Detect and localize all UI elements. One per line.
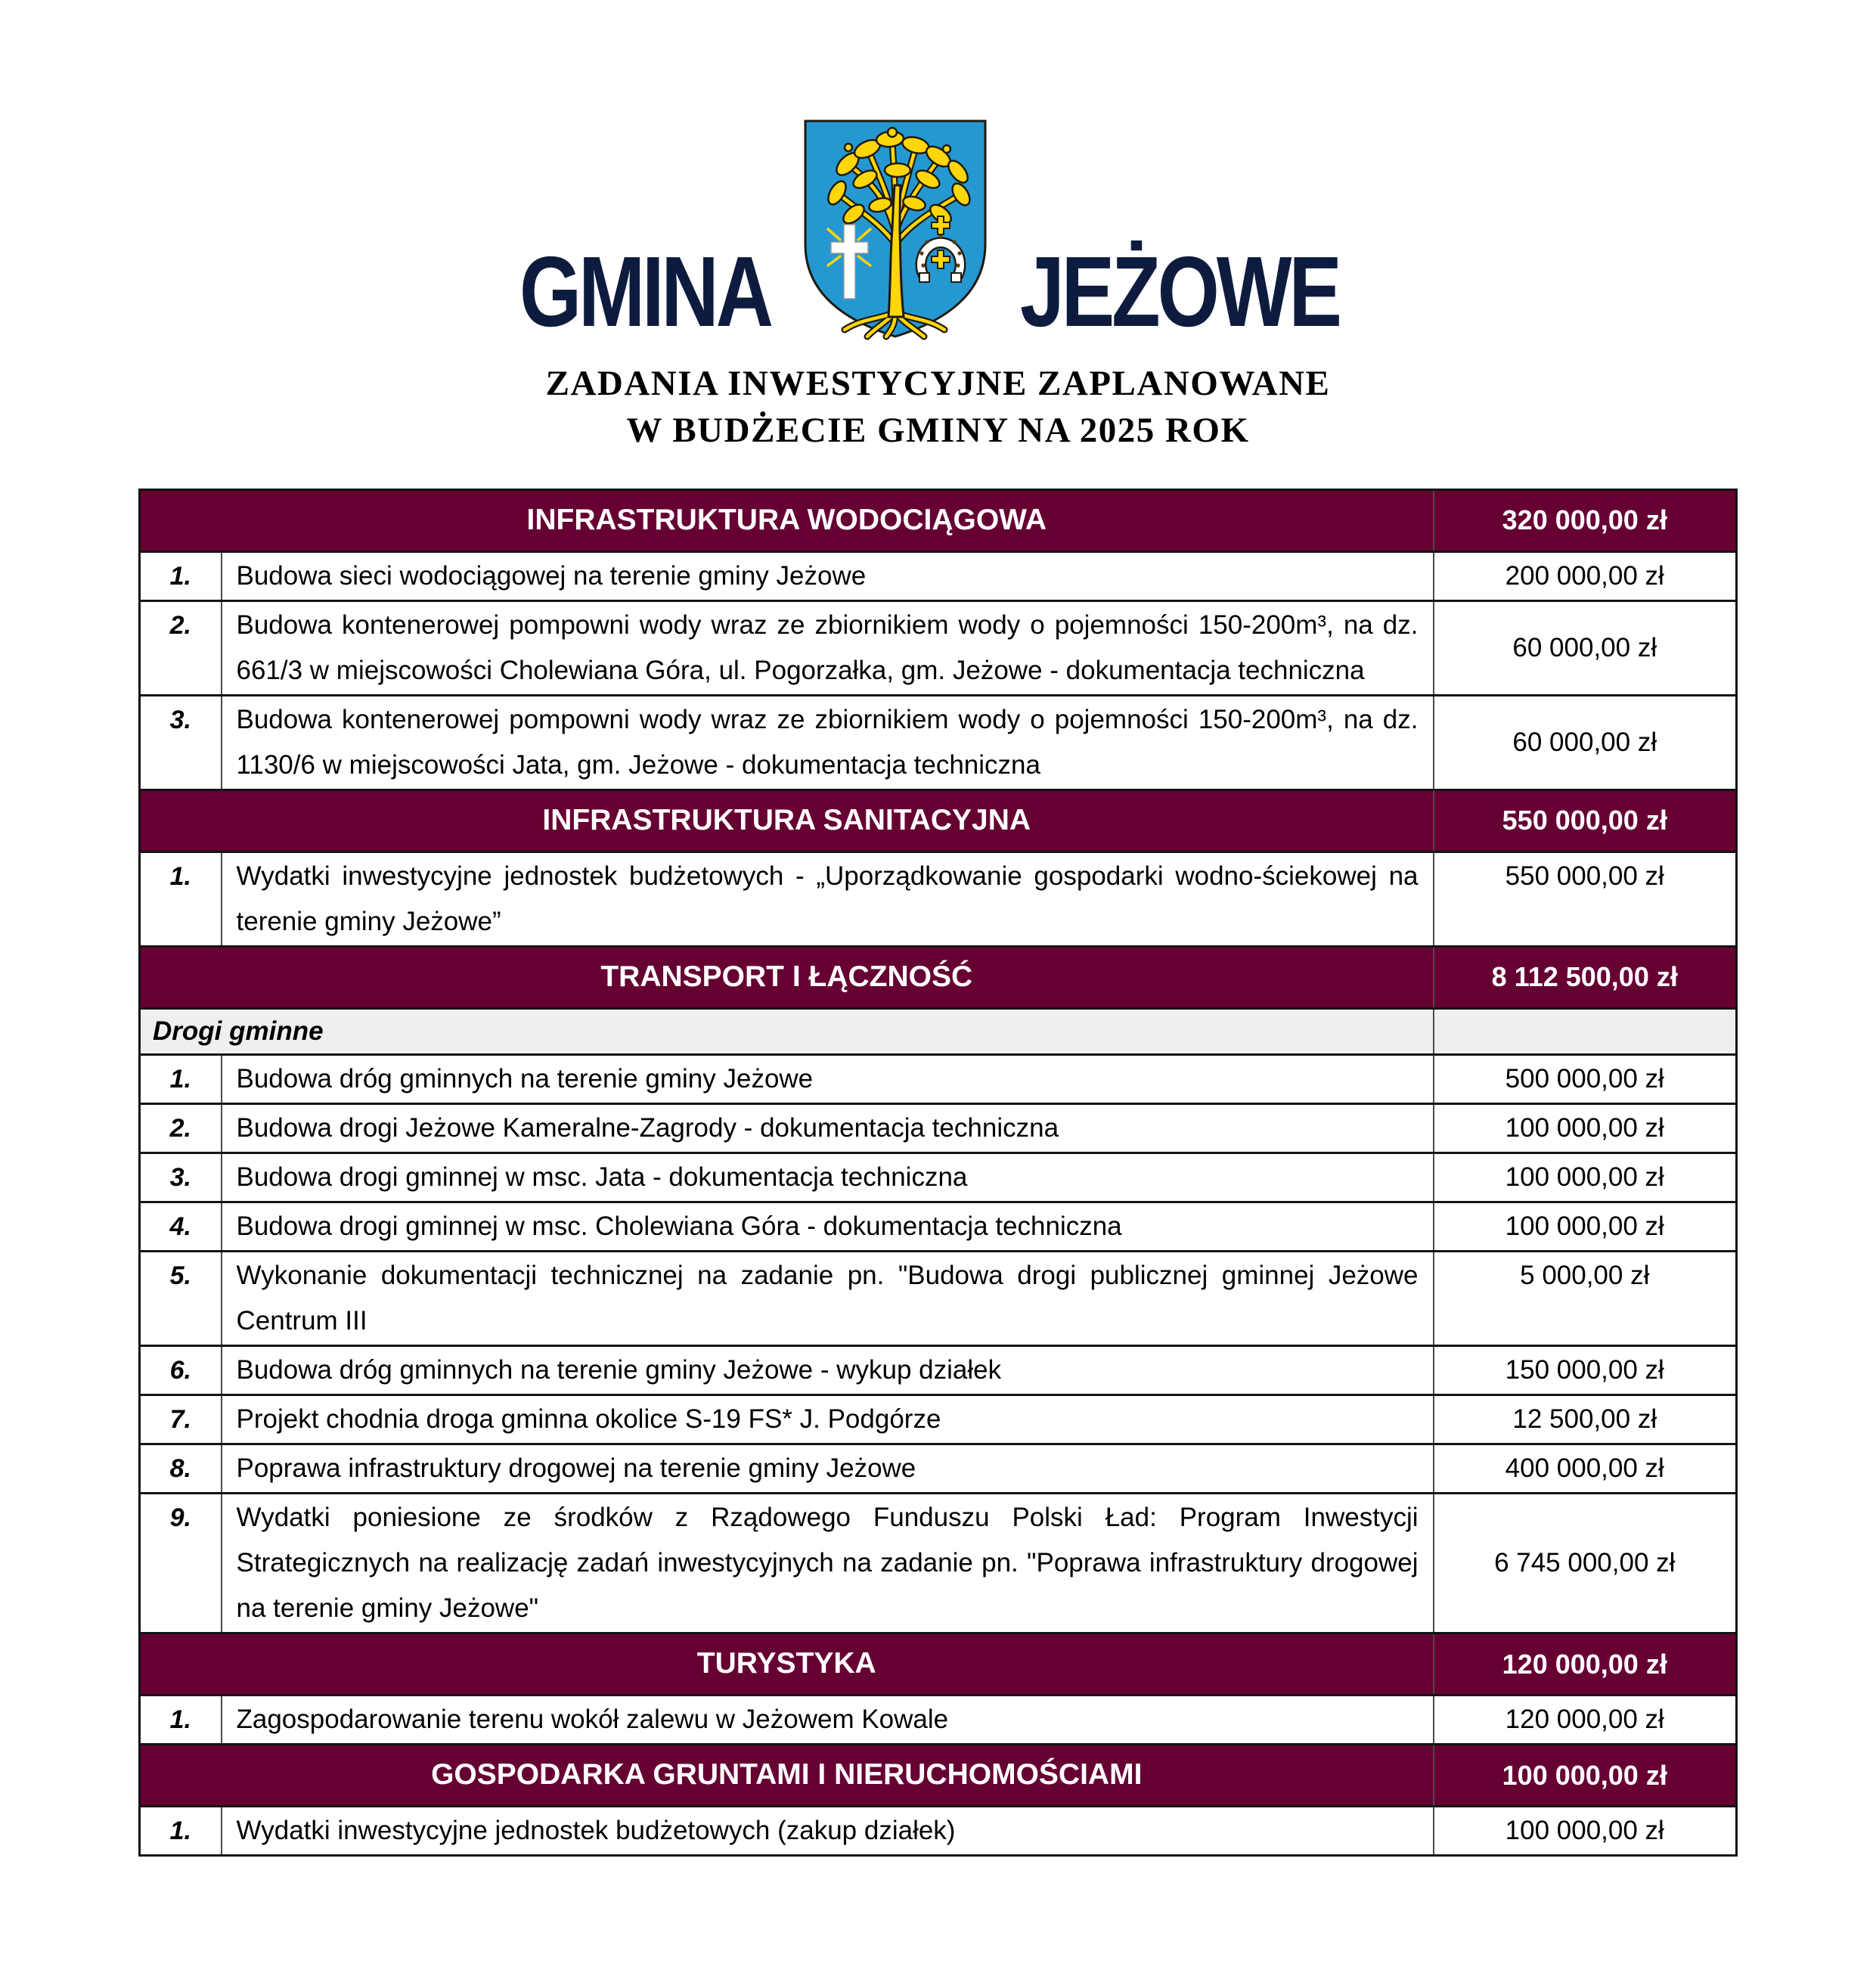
item-number: 6. [140,1346,222,1395]
section-row [140,946,1737,1008]
section-row [140,790,1737,852]
item-row [140,695,1737,790]
item-amount: 5 000,00 zł [1434,1252,1737,1346]
item-amount: 120 000,00 zł [1434,1695,1737,1745]
item-amount: 100 000,00 zł [1434,1807,1737,1856]
item-amount: 60 000,00 zł [1434,600,1737,695]
item-amount: 12 500,00 zł [1434,1395,1737,1444]
item-amount: 400 000,00 zł [1434,1444,1737,1494]
item-row [140,1202,1737,1252]
item-amount: 550 000,00 zł [1434,852,1737,946]
item-description: Budowa sieci wodociągowej na terenie gminy Jeżowe [222,551,1434,600]
budget-table [138,489,1738,1857]
logo-text-gmina: GMINA [519,235,771,347]
item-row [140,1695,1737,1745]
item-number: 2. [140,600,222,695]
municipality-logo [0,44,1876,347]
page-title [0,360,1876,454]
item-description: Wykonanie dokumentacji technicznej na zadanie pn. "Budowa drogi publicznej gminnej Jeżowe Centrum III [222,1252,1434,1346]
item-row [140,1252,1737,1346]
item-amount: 100 000,00 zł [1434,1104,1737,1153]
item-row [140,1346,1737,1395]
section-row [140,1745,1737,1807]
item-description: Projekt chodnia droga gminna okolice S-19 FS* J. Podgórze [222,1395,1434,1444]
item-amount: 200 000,00 zł [1434,551,1737,600]
item-row [140,551,1737,600]
subsection-row [140,1008,1737,1055]
item-row [140,1395,1737,1444]
logo-text-jezowe: JEŻOWE [1020,235,1340,347]
section-title: INFRASTRUKTURA SANITACYJNA [140,790,1434,852]
item-description: Budowa dróg gminnych na terenie gminy Jeżowe - wykup działek [222,1346,1434,1395]
item-description: Budowa drogi gminnej w msc. Jata - dokumentacja techniczna [222,1153,1434,1202]
page-title-line2: W BUDŻECIE GMINY NA 2025 ROK [626,411,1250,451]
section-amount: 550 000,00 zł [1434,790,1737,852]
item-row [140,1807,1737,1856]
item-amount: 150 000,00 zł [1434,1346,1737,1395]
item-description: Zagospodarowanie terenu wokół zalewu w Jeżowem Kowale [222,1695,1434,1745]
section-amount: 320 000,00 zł [1434,490,1737,552]
item-amount: 100 000,00 zł [1434,1202,1737,1252]
section-title: TRANSPORT I ŁĄCZNOŚĆ [140,946,1434,1008]
item-row [140,1104,1737,1153]
item-number: 1. [140,1807,222,1856]
section-amount: 100 000,00 zł [1434,1745,1737,1807]
item-row [140,852,1737,946]
item-number: 5. [140,1252,222,1346]
item-row [140,1494,1737,1633]
item-description: Budowa dróg gminnych na terenie gminy Jeżowe [222,1055,1434,1104]
item-row [140,1444,1737,1494]
page-title-line1: ZADANIA INWESTYCYJNE ZAPLANOWANE [545,364,1331,403]
item-description: Budowa drogi gminnej w msc. Cholewiana Góra - dokumentacja techniczna [222,1202,1434,1252]
item-number: 3. [140,1153,222,1202]
item-number: 7. [140,1395,222,1444]
section-amount: 120 000,00 zł [1434,1633,1737,1695]
item-description: Budowa drogi Jeżowe Kameralne-Zagrody - dokumentacja techniczna [222,1104,1434,1153]
section-title: TURYSTYKA [140,1633,1434,1695]
item-description: Wydatki poniesione ze środków z Rządowego Funduszu Polski Ład: Program Inwestycji Strategicznych na realizację zadań inwestycyjnych na zadanie pn. "Poprawa infrastruktury drogowej na terenie gminy Jeżowe" [222,1494,1434,1633]
coat-of-arms-icon [801,117,990,340]
section-title: INFRASTRUKTURA WODOCIĄGOWA [140,490,1434,552]
section-amount: 8 112 500,00 zł [1434,946,1737,1008]
item-description: Wydatki inwestycyjne jednostek budżetowych - „Uporządkowanie gospodarki wodno-ściekowej na terenie gminy Jeżowe” [222,852,1434,946]
item-description: Budowa kontenerowej pompowni wody wraz ze zbiornikiem wody o pojemności 150-200m³, na dz. 661/3 w miejscowości Cholewiana Góra, ul. Pogorzałka, gm. Jeżowe - dokumentacja techniczna [222,600,1434,695]
item-number: 4. [140,1202,222,1252]
item-row [140,1153,1737,1202]
item-number: 1. [140,852,222,946]
subsection-amount-empty [1434,1008,1737,1055]
item-number: 1. [140,1695,222,1745]
item-row [140,1055,1737,1104]
item-description: Wydatki inwestycyjne jednostek budżetowych (zakup działek) [222,1807,1434,1856]
section-row [140,490,1737,552]
item-number: 9. [140,1494,222,1633]
section-title: GOSPODARKA GRUNTAMI I NIERUCHOMOŚCIAMI [140,1745,1434,1807]
item-amount: 100 000,00 zł [1434,1153,1737,1202]
item-row [140,600,1737,695]
item-number: 2. [140,1104,222,1153]
item-amount: 60 000,00 zł [1434,695,1737,790]
section-row [140,1633,1737,1695]
item-number: 3. [140,695,222,790]
item-number: 8. [140,1444,222,1494]
item-number: 1. [140,1055,222,1104]
subsection-title: Drogi gminne [140,1008,1434,1055]
item-amount: 500 000,00 zł [1434,1055,1737,1104]
item-description: Poprawa infrastruktury drogowej na terenie gminy Jeżowe [222,1444,1434,1494]
item-amount: 6 745 000,00 zł [1434,1494,1737,1633]
item-description: Budowa kontenerowej pompowni wody wraz ze zbiornikiem wody o pojemności 150-200m³, na dz. 1130/6 w miejscowości Jata, gm. Jeżowe - dokumentacja techniczna [222,695,1434,790]
item-number: 1. [140,551,222,600]
